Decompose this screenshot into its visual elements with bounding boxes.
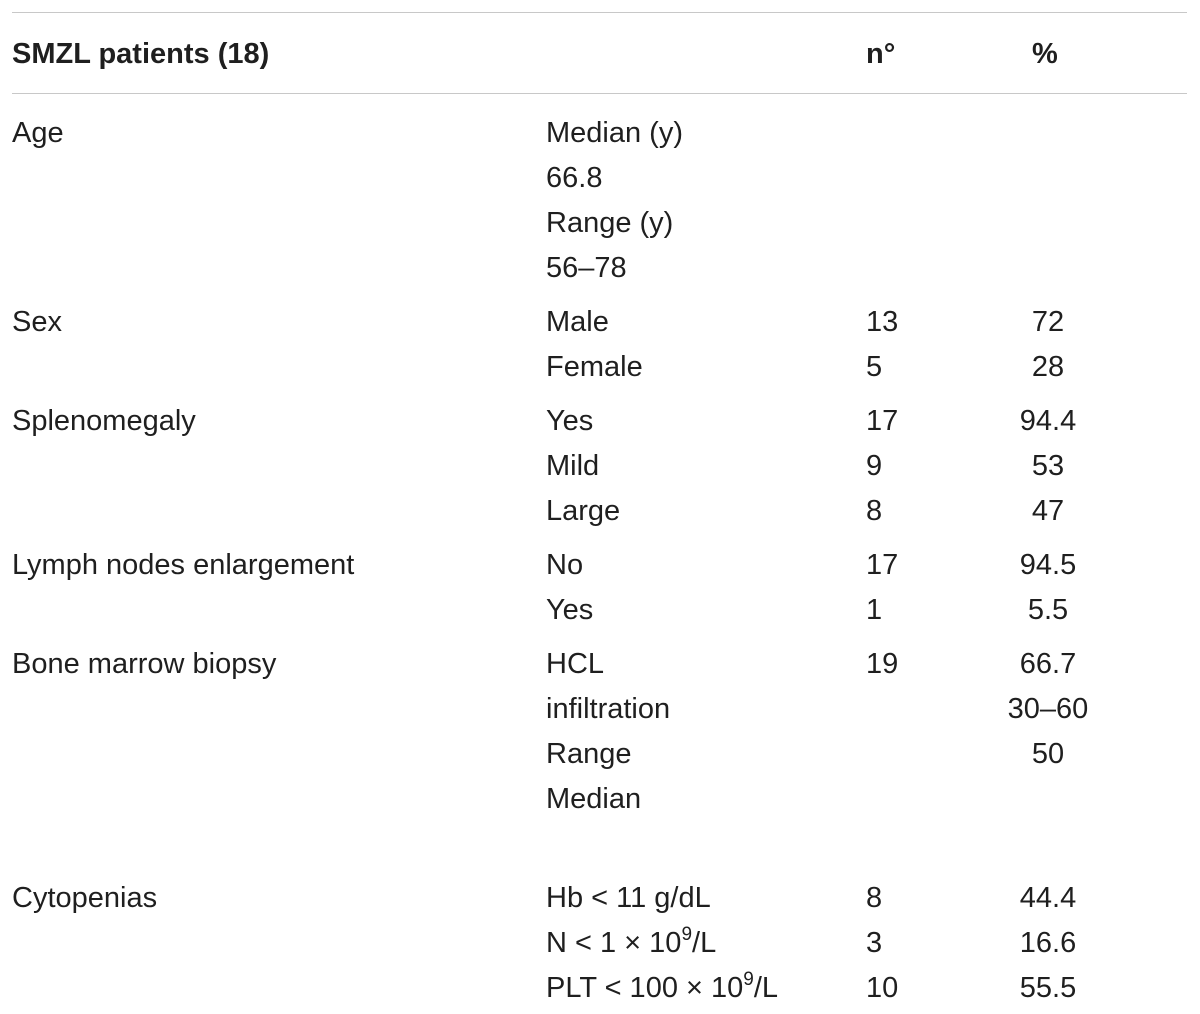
cell-sub: Range — [546, 738, 632, 770]
cell-sub: Range (y) — [546, 207, 674, 239]
cell-n: 10 — [866, 972, 899, 1004]
row-label-lymph-nodes: Lymph nodes enlargement — [12, 549, 355, 581]
cell-sub-text: PLT < 100 × 10 — [546, 972, 744, 1004]
cell-sub: HCL — [546, 648, 605, 680]
cell-sub: Yes — [546, 594, 594, 626]
exponent: 9 — [743, 969, 754, 990]
cell-n: 19 — [866, 648, 899, 680]
row-label-bone-marrow: Bone marrow biopsy — [12, 648, 277, 680]
cell-percent: 44.4 — [1019, 882, 1077, 914]
cell-n: 3 — [866, 927, 883, 959]
cell-sub-platelets — [546, 968, 778, 1008]
cell-sub: Female — [546, 351, 643, 383]
cell-n: 9 — [866, 450, 883, 482]
row-label-splenomegaly: Splenomegaly — [12, 405, 196, 437]
cell-percent: 47 — [1031, 495, 1065, 527]
cell-sub-unit: /L — [692, 927, 717, 959]
header-title: SMZL patients (18) — [12, 38, 270, 70]
cell-percent: 72 — [1031, 306, 1065, 338]
cell-percent: 50 — [1031, 738, 1065, 770]
cell-sub: Median (y) — [546, 117, 683, 149]
cell-sub: 66.8 — [546, 162, 603, 194]
cell-n: 13 — [866, 306, 899, 338]
cell-sub: 56–78 — [546, 252, 627, 284]
cell-percent: 16.6 — [1019, 927, 1077, 959]
cell-percent: 66.7 — [1019, 648, 1077, 680]
cell-percent: 55.5 — [1019, 972, 1077, 1004]
cell-sub-unit: /L — [753, 972, 779, 1004]
cell-sub: infiltration — [546, 693, 671, 725]
exponent: 9 — [681, 924, 693, 945]
cell-percent: 94.4 — [1019, 405, 1077, 437]
cell-sub: Male — [546, 306, 609, 338]
cell-sub: Large — [546, 495, 621, 527]
cell-sub: Yes — [546, 405, 594, 437]
cell-sub: No — [546, 549, 584, 581]
header-rule — [12, 93, 1187, 94]
header-percent: % — [1032, 38, 1058, 70]
cell-percent: 94.5 — [1019, 549, 1077, 581]
cell-n: 5 — [866, 351, 883, 383]
cell-percent: 53 — [1031, 450, 1065, 482]
cell-n: 1 — [866, 594, 883, 626]
cell-sub: Median — [546, 783, 642, 815]
table-top-rule — [12, 12, 1187, 13]
cell-n: 8 — [866, 495, 883, 527]
cell-n: 17 — [866, 405, 899, 437]
row-label-age: Age — [12, 117, 64, 149]
cell-sub-neutrophils — [546, 923, 716, 963]
cell-sub: Mild — [546, 450, 600, 482]
cell-sub: Hb < 11 g/dL — [546, 882, 711, 914]
cell-percent: 28 — [1031, 351, 1065, 383]
cell-n: 17 — [866, 549, 899, 581]
row-label-sex: Sex — [12, 306, 62, 338]
cell-percent: 5.5 — [1027, 594, 1069, 626]
row-label-cytopenias: Cytopenias — [12, 882, 158, 914]
cell-n: 8 — [866, 882, 883, 914]
cell-percent: 30–60 — [1007, 693, 1089, 725]
header-n: n° — [866, 38, 896, 70]
cell-sub-text: N < 1 × 10 — [546, 927, 682, 959]
